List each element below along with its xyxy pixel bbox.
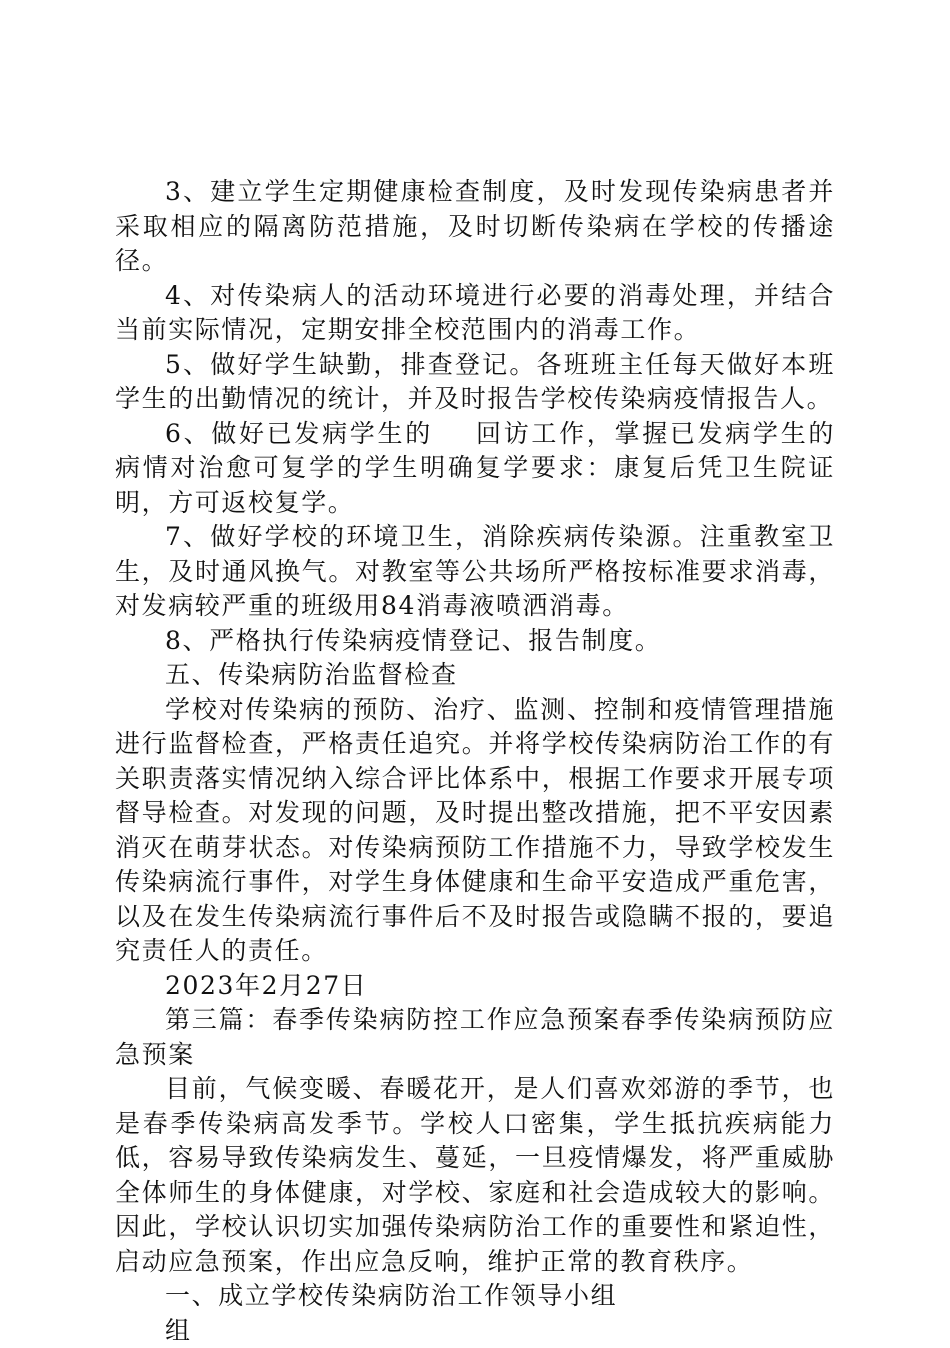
paragraph-item-8: 8、严格执行传染病疫情登记、报告制度。	[115, 624, 835, 659]
paragraph-intro: 目前，气候变暖、春暖花开，是人们喜欢郊游的季节，也是春季传染病高发季节。学校人口密集，学生抵抗疾病能力低，容易导致传染病发生、蔓延，一旦疫情爆发，将严重威胁全体师生的身体健康，对学校、家庭和社会造成较大的影响。因此，学校认识切实加强传染病防治工作的重要性和紧迫性，启动应急预案，作出应急反响，维护正常的教育秩序。	[115, 1072, 835, 1279]
paragraph-item-5: 5、做好学生缺勤，排查登记。各班班主任每天做好本班学生的出勤情况的统计，并及时报告学校传染病疫情报告人。	[115, 348, 835, 417]
item-6-part-2: 回访工作，掌握已发病学生的病情对治愈可复学的学生明确复学要求：康复后凭卫生院证明，方可返校复学。	[115, 419, 835, 517]
paragraph-fragment: 组	[115, 1314, 835, 1348]
document-body	[115, 175, 835, 1348]
section-heading-1: 一、成立学校传染病防治工作领导小组	[115, 1279, 835, 1314]
paragraph-item-7: 7、做好学校的环境卫生，消除疾病传染源。注重教室卫生，及时通风换气。对教室等公共场所严格按标准要求消毒，对发病较严重的班级用84消毒液喷洒消毒。	[115, 520, 835, 624]
part-three-title: 第三篇：春季传染病防控工作应急预案春季传染病预防应急预案	[115, 1003, 835, 1072]
date-line: 2023年2月27日	[115, 969, 835, 1004]
item-6-part-1: 6、做好已发病学生的	[165, 419, 433, 448]
section-heading-5: 五、传染病防治监督检查	[115, 658, 835, 693]
paragraph-supervision: 学校对传染病的预防、治疗、监测、控制和疫情管理措施进行监督检查，严格责任追究。并将学校传染病防治工作的有关职责落实情况纳入综合评比体系中，根据工作要求开展专项督导检查。对发现的问题，及时提出整改措施，把不平安因素消灭在萌芽状态。对传染病预防工作措施不力，导致学校发生传染病流行事件，对学生身体健康和生命平安造成严重危害，以及在发生传染病流行事件后不及时报告或隐瞒不报的，要追究责任人的责任。	[115, 693, 835, 969]
paragraph-item-3: 3、建立学生定期健康检查制度，及时发现传染病患者并采取相应的隔离防范措施，及时切断传染病在学校的传播途径。	[115, 175, 835, 279]
paragraph-item-6	[115, 417, 835, 521]
paragraph-item-4: 4、对传染病人的活动环境进行必要的消毒处理，并结合当前实际情况，定期安排全校范围内的消毒工作。	[115, 279, 835, 348]
